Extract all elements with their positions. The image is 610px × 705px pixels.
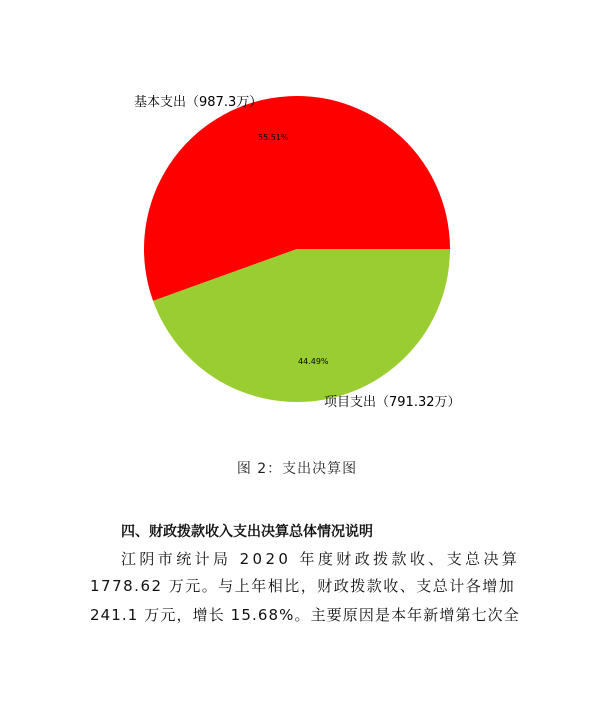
figure-caption: 图 2：支出决算图 — [236, 461, 358, 477]
section-heading: 四、财政拨款收入支出决算总体情况说明 — [121, 524, 373, 540]
body-line-3: 241.1 万元，增长 15.68%。主要原因是本年新增第七次全 — [90, 606, 520, 624]
slice-label-project-expenditure: 项目支出（791.32万） — [324, 395, 461, 410]
slice-label-basic-expenditure: 基本支出（987.3万） — [134, 95, 263, 110]
slice-percent-basic-expenditure: 55.51% — [258, 133, 289, 142]
slice-percent-project-expenditure: 44.49% — [298, 357, 329, 366]
body-line-1: 江阴市统计局 2020 年度财政拨款收、支总决算 — [121, 550, 521, 568]
body-line-2: 1778.62 万元。与上年相比，财政拨款收、支总计各增加 — [90, 577, 516, 595]
